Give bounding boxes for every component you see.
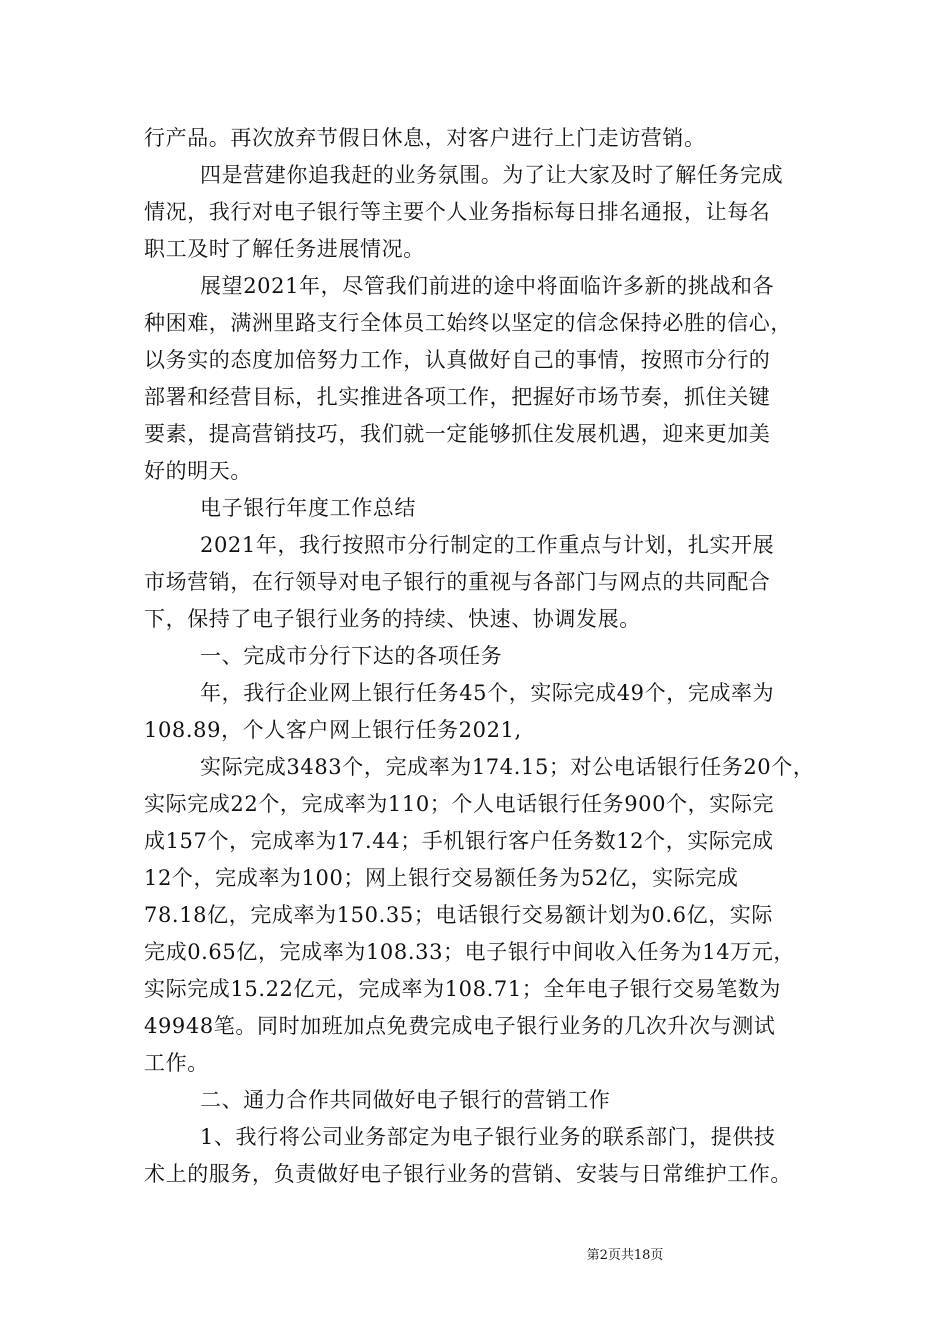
text-line: 1、我行将公司业务部定为电子银行业务的联系部门，提供技: [200, 1125, 776, 1149]
text-line: 种困难，满洲里路支行全体员工始终以坚定的信念保持必胜的信心，: [144, 311, 792, 335]
text-line: 实际完成22个，完成率为110；个人电话银行任务900个，实际完: [144, 792, 775, 816]
text-line: 部署和经营目标，扎实推进各项工作，把握好市场节奏，抓住关键: [144, 385, 771, 409]
text-line: 要素，提高营销技巧，我们就一定能够抓住发展机遇，迎来更加美: [144, 422, 771, 446]
text-line: 108.89，个人客户网上银行任务2021,: [144, 718, 522, 742]
text-line: 情况，我行对电子银行等主要个人业务指标每日排名通报，让每名: [144, 200, 771, 224]
text-line: 完成0.65亿，完成率为108.33；电子银行中间收入任务为14万元，: [144, 940, 795, 964]
text-line: 实际完成3483个，完成率为174.15；对公电话银行任务20个，: [200, 755, 815, 779]
text-line: 49948笔。同时加班加点免费完成电子银行业务的几次升次与测试: [144, 1014, 776, 1038]
text-line: 年，我行企业网上银行任务45个，实际完成49个，完成率为: [200, 681, 775, 705]
text-line: 工作。: [144, 1051, 209, 1075]
text-line: 行产品。再次放弃节假日休息，对客户进行上门走访营销。: [144, 126, 706, 150]
text-line: 12个，完成率为100；网上银行交易额任务为52亿，实际完成: [144, 866, 739, 890]
text-line: 术上的服务，负责做好电子银行业务的营销、安装与日常维护工作。: [144, 1162, 792, 1186]
section-heading: 电子银行年度工作总结: [200, 496, 416, 520]
page-number: 第2页共18页: [586, 1248, 664, 1263]
text-line: 以务实的态度加倍努力工作，认真做好自己的事情，按照市分行的: [144, 348, 771, 372]
text-line: 成157个，完成率为17.44；手机银行客户任务数12个，实际完成: [144, 829, 774, 853]
text-line: 职工及时了解任务进展情况。: [144, 237, 425, 261]
text-line: 好的明天。: [144, 459, 252, 483]
text-line: 实际完成15.22亿元，完成率为108.71；全年电子银行交易笔数为: [144, 977, 781, 1001]
page-footer: [0, 1247, 950, 1265]
text-line: 78.18亿，完成率为150.35；电话银行交易额计划为0.6亿，实际: [144, 903, 773, 927]
text-line: 2021年，我行按照市分行制定的工作重点与计划，扎实开展: [200, 533, 775, 557]
text-line: 市场营销，在行领导对电子银行的重视与各部门与网点的共同配合: [144, 570, 771, 594]
text-line: 展望2021年，尽管我们前进的途中将面临许多新的挑战和各: [200, 274, 775, 298]
text-line: 四是营建你追我赶的业务氛围。为了让大家及时了解任务完成: [200, 163, 784, 187]
section-heading: 一、完成市分行下达的各项任务: [200, 644, 503, 668]
section-heading: 二、通力合作共同做好电子银行的营销工作: [200, 1088, 611, 1112]
text-line: 下，保持了电子银行业务的持续、快速、协调发展。: [144, 607, 641, 631]
